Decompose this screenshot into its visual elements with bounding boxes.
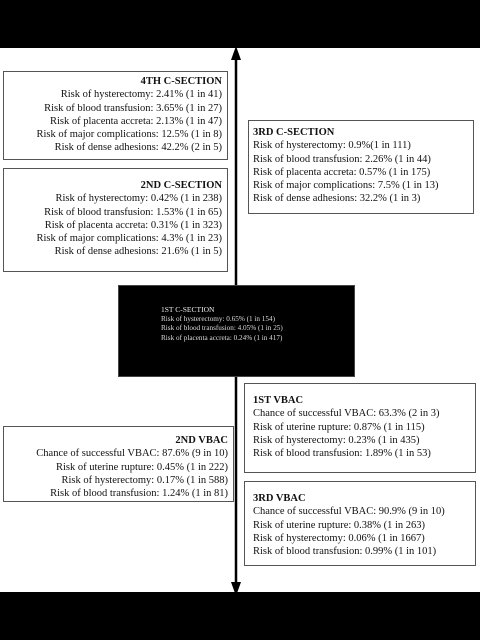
risk-line: Risk of hysterectomy: 0.9%(1 in 111): [253, 140, 411, 152]
risk-line: Risk of major complications: 7.5% (1 in 13): [253, 180, 439, 192]
risk-line: Risk of placenta accreta: 2.13% (1 in 47): [49, 115, 222, 127]
risk-line: Risk of placenta accreta: 0.31% (1 in 323): [44, 219, 222, 231]
box-1st-vbac: [244, 383, 476, 473]
box-title: 3RD C-SECTION: [253, 127, 335, 138]
box-3rd-vbac: [244, 481, 476, 566]
risk-line: Risk of blood transfusion: 1.53% (1 in 65): [44, 206, 222, 218]
risk-line: Risk of hysterectomy: 0.06% (1 in 1667): [253, 532, 425, 544]
box-1st-c-section: [118, 285, 355, 377]
risk-line: Chance of successful VBAC: 87.6% (9 in 10): [36, 448, 228, 460]
risk-line: Risk of hysterectomy: 0.23% (1 in 435): [253, 434, 420, 446]
risk-line: Risk of hysterectomy: 0.42% (1 in 238): [55, 193, 222, 205]
risk-line: Risk of dense adhesions: 42.2% (2 in 5): [54, 142, 222, 154]
risk-line: Risk of placenta accreta: 0.57% (1 in 175): [253, 166, 431, 178]
box-title: 2ND C-SECTION: [140, 180, 222, 191]
risk-line: Risk of placenta accreta: 0.24% (1 in 417): [161, 333, 283, 342]
risk-line: Risk of hysterectomy: 2.41% (1 in 41): [60, 89, 222, 101]
risk-line: Risk of blood transfusion: 1.89% (1 in 53): [253, 448, 431, 460]
risk-line: Risk of uterine rupture: 0.45% (1 in 222): [55, 461, 228, 473]
risk-line: Chance of successful VBAC: 90.9% (9 in 10): [253, 506, 445, 518]
risk-line: Risk of hysterectomy: 0.65% (1 in 154): [161, 314, 275, 323]
box-title: 3RD VBAC: [253, 493, 306, 504]
risk-line: Risk of blood transfusion: 4.05% (1 in 25): [161, 324, 283, 333]
box-4th-c-section: [3, 71, 228, 160]
risk-line: Risk of dense adhesions: 21.6% (1 in 5): [54, 246, 222, 258]
risk-line: Risk of hysterectomy: 0.17% (1 in 588): [61, 474, 228, 486]
box-title: 1ST VBAC: [253, 395, 304, 406]
risk-line: Risk of dense adhesions: 32.2% (1 in 3): [253, 193, 421, 205]
risk-line: Chance of successful VBAC: 63.3% (2 in 3): [253, 408, 440, 420]
box-2nd-c-section: [3, 168, 228, 272]
risk-line: Risk of uterine rupture: 0.87% (1 in 115): [253, 421, 425, 433]
risk-line: Risk of blood transfusion: 3.65% (1 in 27): [44, 102, 222, 114]
box-title: 1ST C-SECTION: [161, 305, 215, 314]
risk-line: Risk of major complications: 4.3% (1 in 23): [36, 233, 222, 245]
box-3rd-c-section: [248, 120, 474, 214]
box-title: 4TH C-SECTION: [140, 76, 222, 87]
box-title: 2ND VBAC: [175, 435, 228, 446]
risk-line: Risk of major complications: 12.5% (1 in 8): [36, 129, 222, 141]
risk-line: Risk of blood transfusion: 1.24% (1 in 81): [50, 488, 228, 500]
risk-line: Risk of blood transfusion: 2.26% (1 in 44): [253, 153, 431, 165]
risk-line: Risk of blood transfusion: 0.99% (1 in 101): [253, 546, 437, 558]
risk-line: Risk of uterine rupture: 0.38% (1 in 263): [253, 519, 426, 531]
box-2nd-vbac: [3, 426, 234, 502]
